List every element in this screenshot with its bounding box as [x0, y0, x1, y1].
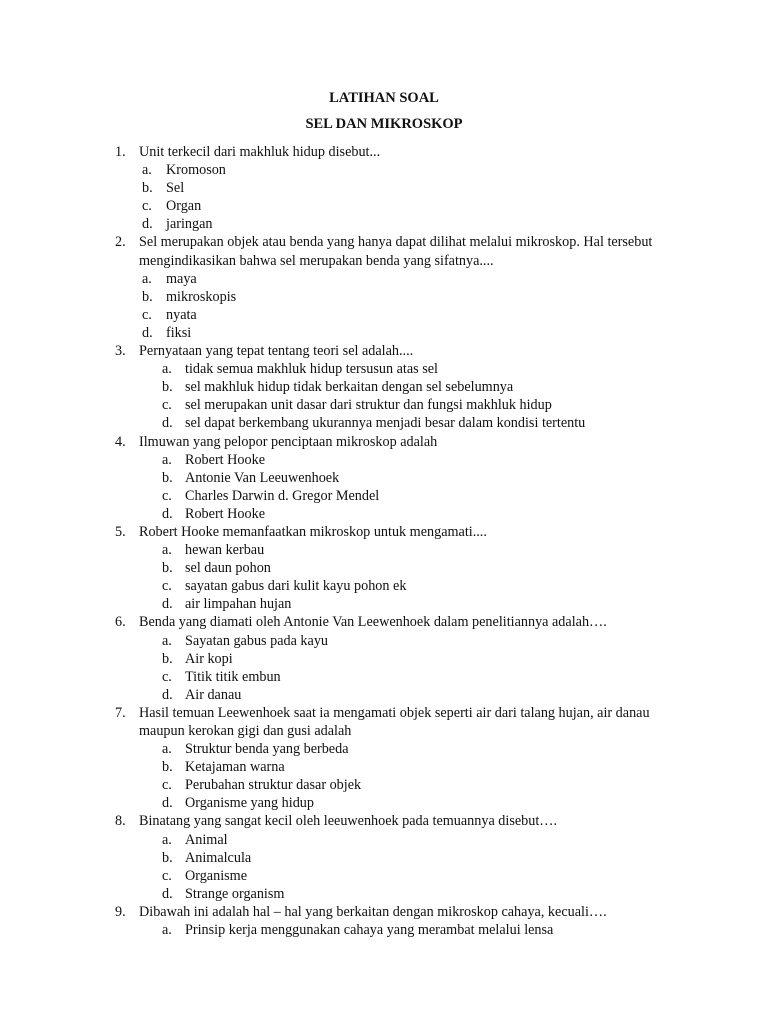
answer-option [0, 451, 768, 469]
question-text: Ilmuwan yang pelopor penciptaan mikroskop adalah [139, 433, 438, 450]
answer-option [0, 469, 768, 487]
option-text: sel daun pohon [185, 560, 271, 577]
option-text: fiksi [166, 324, 192, 341]
answer-option [0, 740, 768, 758]
question-item [0, 812, 768, 902]
answer-option [0, 505, 768, 523]
question-text: Hasil temuan Leewenhoek saat ia mengamati objek seperti air dari talang hujan, air danau maupun kerokan gigi dan gusi adalah [139, 704, 650, 739]
answer-option [0, 867, 768, 885]
answer-option [0, 487, 768, 505]
option-text: hewan kerbau [185, 542, 265, 559]
option-letter: d. [162, 686, 173, 703]
option-letter: c. [162, 867, 172, 884]
option-text: sayatan gabus dari kulit kayu pohon ek [185, 578, 407, 595]
option-text: Sayatan gabus pada kayu [185, 632, 329, 649]
question-text: Unit terkecil dari makhluk hidup disebut... [139, 144, 381, 160]
question-number: 4. [115, 433, 126, 450]
option-text: air limpahan hujan [185, 596, 292, 613]
answer-option [0, 595, 768, 613]
answer-option [0, 650, 768, 668]
answer-option [0, 306, 768, 324]
question-item [0, 523, 768, 613]
option-text: Animalcula [185, 849, 252, 866]
answer-option [0, 849, 768, 867]
question-text: Binatang yang sangat kecil oleh leeuwenhoek pada temuannya disebut…. [139, 813, 558, 830]
option-text: sel dapat berkembang ukurannya menjadi besar dalam kondisi tertentu [185, 415, 586, 432]
option-text: Organisme yang hidup [185, 795, 314, 812]
option-letter: a. [162, 741, 172, 758]
question-item [0, 143, 768, 233]
question-number: 5. [115, 523, 126, 540]
option-letter: b. [162, 379, 173, 396]
option-text: sel makhluk hidup tidak berkaitan dengan sel sebelumnya [185, 379, 514, 396]
option-letter: c. [162, 397, 172, 414]
question-item [0, 342, 768, 432]
question-number: 3. [115, 343, 126, 360]
answer-option [0, 414, 768, 432]
option-text: Prinsip kerja menggunakan cahaya yang merambat melalui lensa [185, 922, 554, 939]
option-text: Organ [166, 198, 202, 215]
option-text: Antonie Van Leeuwenhoek [185, 469, 340, 486]
option-text: mikroskopis [166, 288, 237, 305]
option-letter: b. [162, 849, 173, 866]
question-text: Robert Hooke memanfaatkan mikroskop untuk mengamati.... [139, 523, 487, 540]
page-title: LATIHAN SOAL [329, 90, 439, 106]
option-text: sel merupakan unit dasar dari struktur dan fungsi makhluk hidup [185, 397, 552, 414]
question-text: Dibawah ini adalah hal – hal yang berkaitan dengan mikroskop cahaya, kecuali…. [139, 903, 607, 920]
option-letter: a. [142, 270, 152, 287]
answer-option [0, 668, 768, 686]
option-letter: b. [162, 759, 173, 776]
option-text: Perubahan struktur dasar objek [185, 777, 362, 794]
option-letter: d. [162, 505, 173, 522]
option-letter: c. [162, 487, 172, 504]
option-letter: a. [142, 162, 152, 179]
question-number: 7. [115, 704, 126, 721]
question-item [0, 233, 768, 342]
option-letter: d. [162, 795, 173, 812]
option-text: nyata [166, 306, 197, 323]
question-text: Sel merupakan objek atau benda yang hanya dapat dilihat melalui mikroskop. Hal tersebut mengindikasikan bahwa sel merupakan benda yang sifatnya.... [139, 234, 653, 269]
option-text: Sel [166, 180, 185, 197]
answer-option [0, 215, 768, 233]
answer-option [0, 360, 768, 378]
answer-option [0, 324, 768, 342]
option-text: Robert Hooke [185, 451, 265, 468]
answer-option [0, 288, 768, 306]
option-text: jaringan [166, 216, 213, 233]
question-item [0, 613, 768, 703]
option-text: tidak semua makhluk hidup tersusun atas sel [185, 361, 438, 378]
answer-option [0, 577, 768, 595]
option-text: Air danau [185, 686, 242, 703]
question-item [0, 704, 768, 813]
option-text: Ketajaman warna [185, 759, 285, 776]
option-letter: c. [142, 306, 152, 323]
option-letter: d. [142, 216, 153, 233]
option-letter: b. [162, 560, 173, 577]
option-letter: c. [142, 198, 152, 215]
question-list [0, 143, 768, 939]
option-letter: c. [162, 777, 172, 794]
option-letter: d. [162, 885, 173, 902]
option-letter: b. [142, 180, 153, 197]
answer-option [0, 794, 768, 812]
option-list [0, 740, 768, 812]
answer-option [0, 686, 768, 704]
answer-option [0, 831, 768, 849]
answer-option [0, 541, 768, 559]
answer-option [0, 559, 768, 577]
option-list [0, 360, 768, 432]
option-list [0, 161, 768, 233]
question-number: 9. [115, 903, 126, 920]
question-text: Benda yang diamati oleh Antonie Van Leewenhoek dalam penelitiannya adalah…. [139, 614, 607, 631]
option-letter: c. [162, 668, 172, 685]
option-list [0, 451, 768, 523]
option-letter: b. [162, 650, 173, 667]
answer-option [0, 161, 768, 179]
option-list [0, 921, 768, 939]
option-letter: a. [162, 542, 172, 559]
option-text: maya [166, 270, 197, 287]
option-letter: d. [142, 324, 153, 341]
option-list [0, 270, 768, 342]
answer-option [0, 776, 768, 794]
answer-option [0, 921, 768, 939]
question-item [0, 433, 768, 523]
answer-option [0, 179, 768, 197]
question-number: 2. [115, 234, 126, 251]
option-letter: d. [162, 596, 173, 613]
option-letter: b. [142, 288, 153, 305]
answer-option [0, 197, 768, 215]
question-item [0, 903, 768, 939]
option-letter: a. [162, 361, 172, 378]
option-text: Struktur benda yang berbeda [185, 741, 349, 758]
option-list [0, 632, 768, 704]
answer-option [0, 758, 768, 776]
option-letter: b. [162, 469, 173, 486]
answer-option [0, 378, 768, 396]
option-letter: a. [162, 922, 172, 939]
option-letter: d. [162, 415, 173, 432]
option-text: Strange organism [185, 885, 285, 902]
option-letter: c. [162, 578, 172, 595]
option-text: Air kopi [185, 650, 233, 667]
page-subtitle: SEL DAN MIKROSKOP [305, 116, 463, 132]
answer-option [0, 396, 768, 414]
answer-option [0, 632, 768, 650]
option-list [0, 541, 768, 613]
question-number: 6. [115, 614, 126, 631]
option-text: Animal [185, 831, 228, 848]
answer-option [0, 885, 768, 903]
option-list [0, 831, 768, 903]
option-text: Organisme [185, 867, 247, 884]
question-number: 8. [115, 813, 126, 830]
question-number: 1. [115, 144, 126, 160]
option-letter: a. [162, 451, 172, 468]
option-text: Kromoson [166, 162, 226, 179]
option-letter: a. [162, 632, 172, 649]
option-text: Robert Hooke [185, 505, 265, 522]
answer-option [0, 270, 768, 288]
question-text: Pernyataan yang tepat tentang teori sel adalah.... [139, 343, 414, 360]
option-text: Titik titik embun [185, 668, 281, 685]
option-letter: a. [162, 831, 172, 848]
option-text: Charles Darwin d. Gregor Mendel [185, 487, 380, 504]
